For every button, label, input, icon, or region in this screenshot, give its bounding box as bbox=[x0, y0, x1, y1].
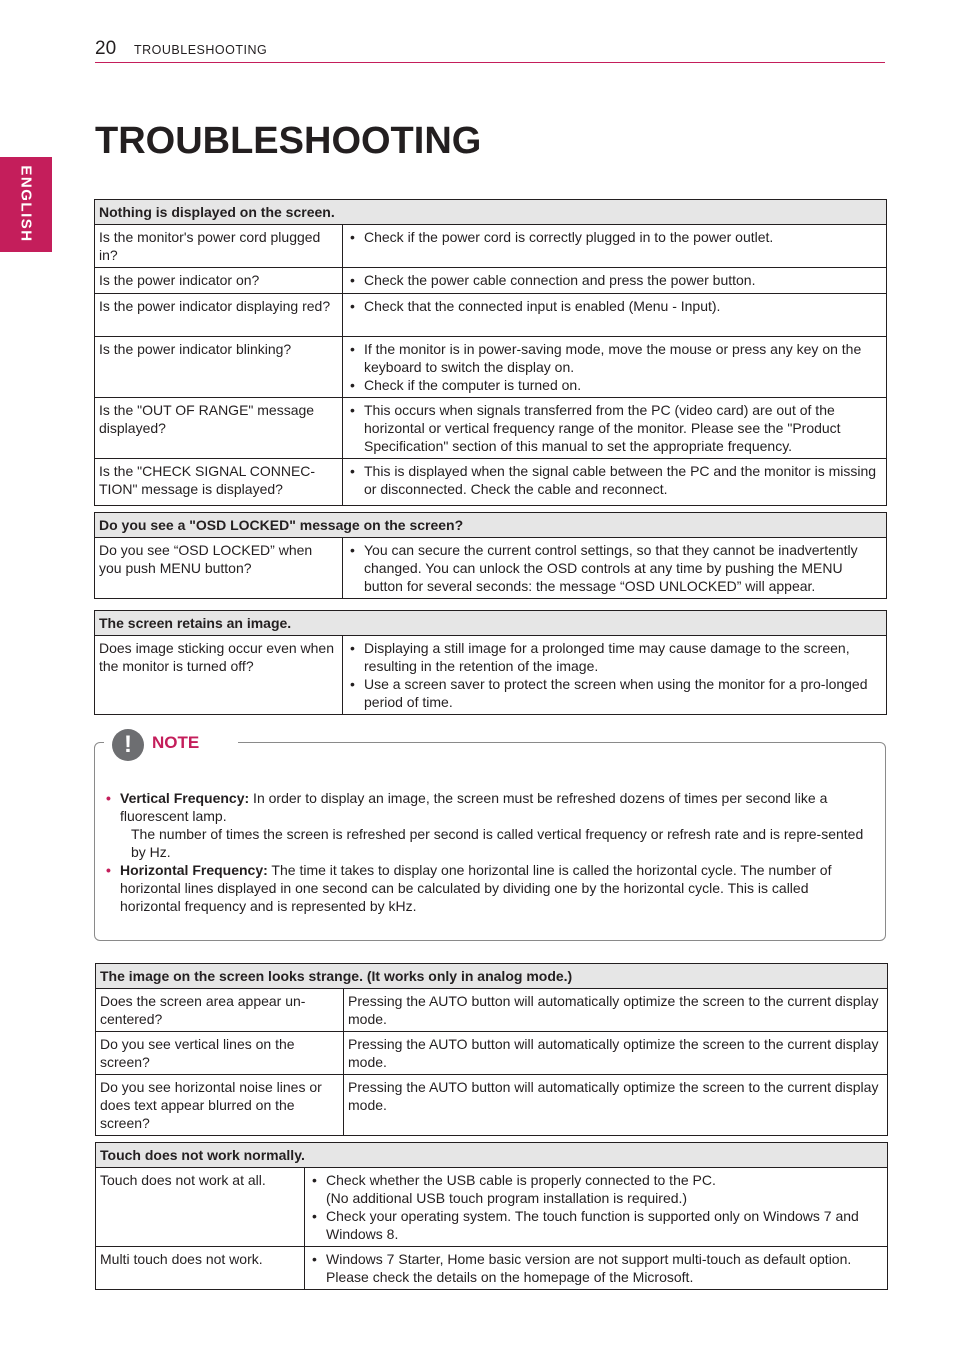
answer-item: • Displaying a still image for a prolonged time may cause damage to the screen, resulting in the retention of the image. bbox=[364, 639, 882, 675]
note-content bbox=[104, 789, 872, 915]
answer-cell bbox=[343, 459, 887, 506]
table-row bbox=[95, 268, 887, 294]
note-subtext: The number of times the screen is refreshed per second is called vertical frequency or refresh rate and is repre-sented by Hz. bbox=[131, 826, 864, 860]
answer-item: • Check that the connected input is enabled (Menu - Input). bbox=[364, 297, 882, 315]
table-osd-locked bbox=[94, 512, 887, 599]
answer-item: • Check if the power cord is correctly plugged in to the power outlet. bbox=[364, 228, 882, 246]
answer-item: • This is displayed when the signal cable between the PC and the monitor is missing or disconnected. Check the cable and reconnect. bbox=[364, 462, 882, 498]
question-cell: Is the power indicator on? bbox=[95, 268, 343, 294]
answer-cell bbox=[343, 398, 887, 459]
table-row bbox=[96, 1075, 888, 1136]
answer-item: • You can secure the current control settings, so that they cannot be inadvertently changed. You can unlock the OSD controls at any time by pushing the MENU button for several seconds: the message “OSD UNLOCKED” will appear. bbox=[364, 541, 882, 595]
answer-cell bbox=[343, 268, 887, 294]
question-cell: Is the "OUT OF RANGE" message displayed? bbox=[95, 398, 343, 459]
note-heading bbox=[104, 725, 238, 765]
table-header: Do you see a "OSD LOCKED" message on the screen? bbox=[95, 513, 887, 538]
page-title: TROUBLESHOOTING bbox=[95, 120, 482, 162]
table-row bbox=[95, 294, 887, 337]
table-row bbox=[95, 459, 887, 506]
answer-cell bbox=[343, 636, 887, 715]
note-term: Vertical Frequency: bbox=[120, 790, 250, 806]
answer-item: • Check if the computer is turned on. bbox=[364, 376, 882, 394]
answer-cell bbox=[343, 294, 887, 337]
answer-cell: Pressing the AUTO button will automatically optimize the screen to the current display mode. bbox=[344, 989, 888, 1032]
note-term: Horizontal Frequency: bbox=[120, 862, 268, 878]
table-row bbox=[95, 225, 887, 268]
question-cell: Does the screen area appear un-centered? bbox=[96, 989, 344, 1032]
note-text: In order to display an image, the screen must be refreshed dozens of times per second like a fluorescent lamp. bbox=[120, 790, 828, 824]
table-header: Nothing is displayed on the screen. bbox=[95, 200, 887, 225]
table-row bbox=[95, 398, 887, 459]
running-header: TROUBLESHOOTING bbox=[134, 43, 268, 57]
answer-item bbox=[326, 1171, 883, 1207]
table-row bbox=[96, 1032, 888, 1075]
table-image-retention bbox=[94, 610, 887, 715]
header-rule bbox=[95, 62, 885, 63]
table-row bbox=[95, 636, 887, 715]
question-cell: Is the power indicator blinking? bbox=[95, 337, 343, 398]
note-item bbox=[120, 789, 872, 861]
note-text: The time it takes to display one horizontal line is called the horizontal cycle. The number of horizontal lines displayed in one second can be calculated by dividing one by the horizontal cycle. This is called horizontal frequency and is represented by kHz. bbox=[120, 862, 832, 914]
note-item bbox=[120, 861, 872, 915]
note-label: NOTE bbox=[152, 733, 200, 752]
table-row bbox=[96, 1168, 888, 1247]
answer-item: • This occurs when signals transferred from the PC (video card) are out of the horizontal or vertical frequency range of the monitor. Please see the "Product Specification" section of this manual to set the appropriate frequency. bbox=[364, 401, 882, 455]
answer-text: (No additional USB touch program installation is required.) bbox=[326, 1190, 688, 1206]
table-row bbox=[96, 989, 888, 1032]
answer-cell bbox=[343, 225, 887, 268]
answer-item: • Check your operating system. The touch function is supported only on Windows 7 and Windows 8. bbox=[326, 1207, 883, 1243]
table-strange-image bbox=[95, 963, 888, 1136]
question-cell: Touch does not work at all. bbox=[96, 1168, 305, 1247]
answer-cell bbox=[343, 538, 887, 599]
language-tab bbox=[0, 157, 52, 252]
table-header: The screen retains an image. bbox=[95, 611, 887, 636]
question-cell: Is the power indicator displaying red? bbox=[95, 294, 343, 337]
exclamation-icon: ! bbox=[112, 729, 144, 761]
question-cell: Does image sticking occur even when the monitor is turned off? bbox=[95, 636, 343, 715]
answer-cell: Pressing the AUTO button will automatically optimize the screen to the current display mode. bbox=[344, 1075, 888, 1136]
answer-cell bbox=[305, 1168, 888, 1247]
table-row bbox=[96, 1247, 888, 1290]
language-tab-label: ENGLISH bbox=[17, 165, 35, 243]
question-cell: Do you see vertical lines on the screen? bbox=[96, 1032, 344, 1075]
table-row bbox=[95, 337, 887, 398]
answer-cell bbox=[305, 1247, 888, 1290]
answer-text: Check whether the USB cable is properly connected to the PC. bbox=[326, 1172, 716, 1188]
question-cell: Do you see “OSD LOCKED” when you push MENU button? bbox=[95, 538, 343, 599]
table-row bbox=[95, 538, 887, 599]
table-header: Touch does not work normally. bbox=[96, 1143, 888, 1168]
table-no-display bbox=[94, 199, 887, 506]
page-number: 20 bbox=[95, 38, 117, 59]
answer-cell bbox=[343, 337, 887, 398]
table-header: The image on the screen looks strange. (It works only in analog mode.) bbox=[96, 964, 888, 989]
answer-item: • Use a screen saver to protect the screen when using the monitor for a pro-longed period of time. bbox=[364, 675, 882, 711]
answer-item: • Windows 7 Starter, Home basic version are not support multi-touch as default option. Please check the details on the homepage of the Microsoft. bbox=[326, 1250, 883, 1286]
answer-item: • If the monitor is in power-saving mode, move the mouse or press any key on the keyboard to switch the display on. bbox=[364, 340, 882, 376]
question-cell: Is the monitor's power cord plugged in? bbox=[95, 225, 343, 268]
question-cell: Multi touch does not work. bbox=[96, 1247, 305, 1290]
table-touch bbox=[95, 1142, 888, 1290]
answer-cell: Pressing the AUTO button will automatically optimize the screen to the current display mode. bbox=[344, 1032, 888, 1075]
answer-item: • Check the power cable connection and press the power button. bbox=[364, 271, 882, 289]
question-cell: Is the "CHECK SIGNAL CONNEC-TION" message is displayed? bbox=[95, 459, 343, 506]
question-cell: Do you see horizontal noise lines or does text appear blurred on the screen? bbox=[96, 1075, 344, 1136]
